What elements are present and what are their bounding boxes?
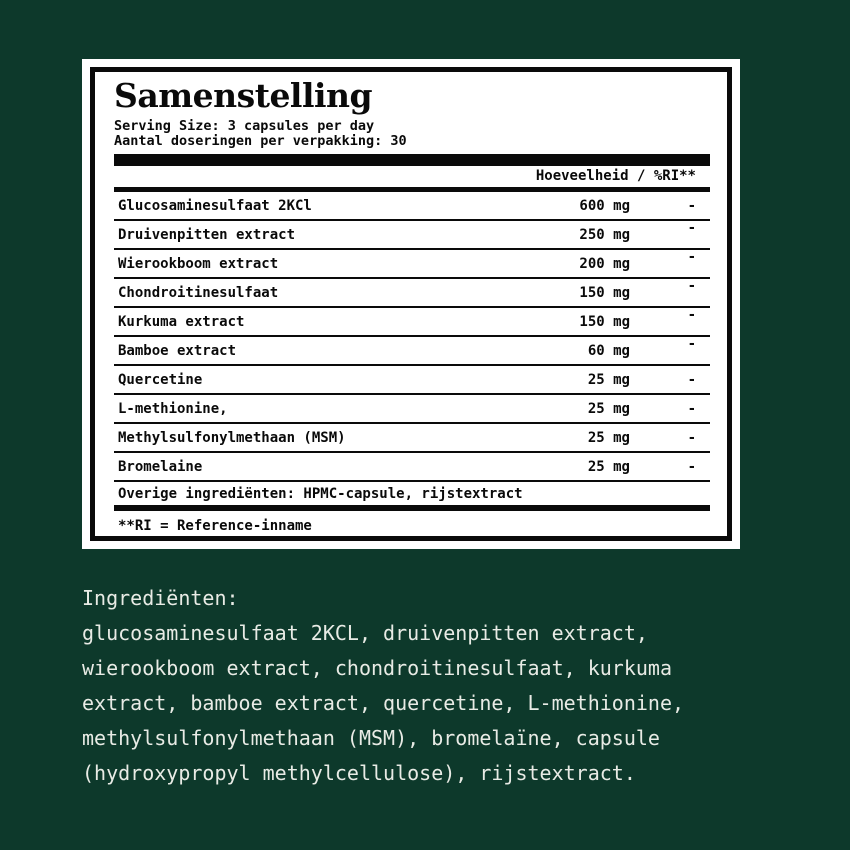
ingredient-table — [114, 192, 710, 482]
ingredient-ri-value: - — [687, 400, 696, 417]
ingredient-ri-value: - — [687, 219, 696, 236]
ingredients-paragraph — [82, 581, 782, 791]
column-header: Hoeveelheid / %RI** — [535, 168, 696, 184]
ingredient-amount: 150 mg — [579, 313, 630, 330]
ingredient-ri-value: - — [687, 277, 696, 294]
reference-footnote: **RI = Reference-inname — [118, 518, 312, 534]
divider-thick-bottom — [114, 505, 710, 511]
card-frame — [90, 67, 732, 541]
divider-thick-top — [114, 154, 710, 166]
servings-per-pack-line: Aantal doseringen per verpakking: 30 — [114, 133, 407, 149]
table-row — [114, 366, 710, 395]
paragraph-line: (hydroxypropyl methylcellulose), rijstextract. — [82, 761, 636, 785]
ingredient-ri-value: - — [687, 429, 696, 446]
table-row — [114, 279, 710, 308]
ingredient-amount: 25 mg — [587, 458, 630, 475]
serving-info — [114, 119, 710, 149]
ingredient-name: L-methionine, — [118, 400, 228, 417]
table-row — [114, 424, 710, 453]
ingredient-name: Glucosaminesulfaat 2KCl — [118, 197, 312, 214]
table-row — [114, 308, 710, 337]
card-title: Samenstelling — [114, 76, 373, 115]
table-row — [114, 192, 710, 221]
ingredient-name: Bromelaine — [118, 458, 203, 475]
ingredient-amount: 200 mg — [579, 255, 630, 272]
paragraph-line: methylsulfonylmethaan (MSM), bromelaïne, capsule — [82, 726, 660, 750]
table-row — [114, 395, 710, 424]
paragraph-line: glucosaminesulfaat 2KCL, druivenpitten extract, — [82, 621, 648, 645]
ingredient-amount: 25 mg — [587, 400, 630, 417]
ingredient-name: Wierookboom extract — [118, 255, 279, 272]
paragraph-line: wierookboom extract, chondroitinesulfaat, kurkuma — [82, 656, 673, 680]
ingredient-amount: 25 mg — [587, 429, 630, 446]
ingredient-name: Quercetine — [118, 371, 203, 388]
paragraph-line: extract, bamboe extract, quercetine, L-methionine, — [82, 691, 685, 715]
other-ingredients-row: Overige ingrediënten: HPMC-capsule, rijstextract — [118, 485, 523, 502]
ingredient-amount: 250 mg — [579, 226, 630, 243]
ingredient-ri-value: - — [687, 248, 696, 265]
ingredient-name: Bamboe extract — [118, 342, 237, 359]
ingredient-ri-value: - — [687, 335, 696, 352]
ingredient-name: Kurkuma extract — [118, 313, 245, 330]
ingredient-amount: 150 mg — [579, 284, 630, 301]
ingredient-name: Chondroitinesulfaat — [118, 284, 279, 301]
ingredient-ri-value: - — [687, 371, 696, 388]
ingredient-name: Methylsulfonylmethaan (MSM) — [118, 429, 346, 446]
serving-size-line: Serving Size: 3 capsules per day — [114, 118, 375, 134]
table-row — [114, 221, 710, 250]
table-row — [114, 337, 710, 366]
ingredient-amount: 60 mg — [587, 342, 630, 359]
table-row — [114, 453, 710, 482]
supplement-facts-card — [82, 59, 740, 549]
ingredient-ri-value: - — [687, 197, 696, 214]
paragraph-line: Ingrediënten: — [82, 586, 239, 610]
ingredient-ri-value: - — [687, 306, 696, 323]
table-row — [114, 250, 710, 279]
ingredient-name: Druivenpitten extract — [118, 226, 296, 243]
ingredient-amount: 25 mg — [587, 371, 630, 388]
ingredient-amount: 600 mg — [579, 197, 630, 214]
ingredient-ri-value: - — [687, 458, 696, 475]
